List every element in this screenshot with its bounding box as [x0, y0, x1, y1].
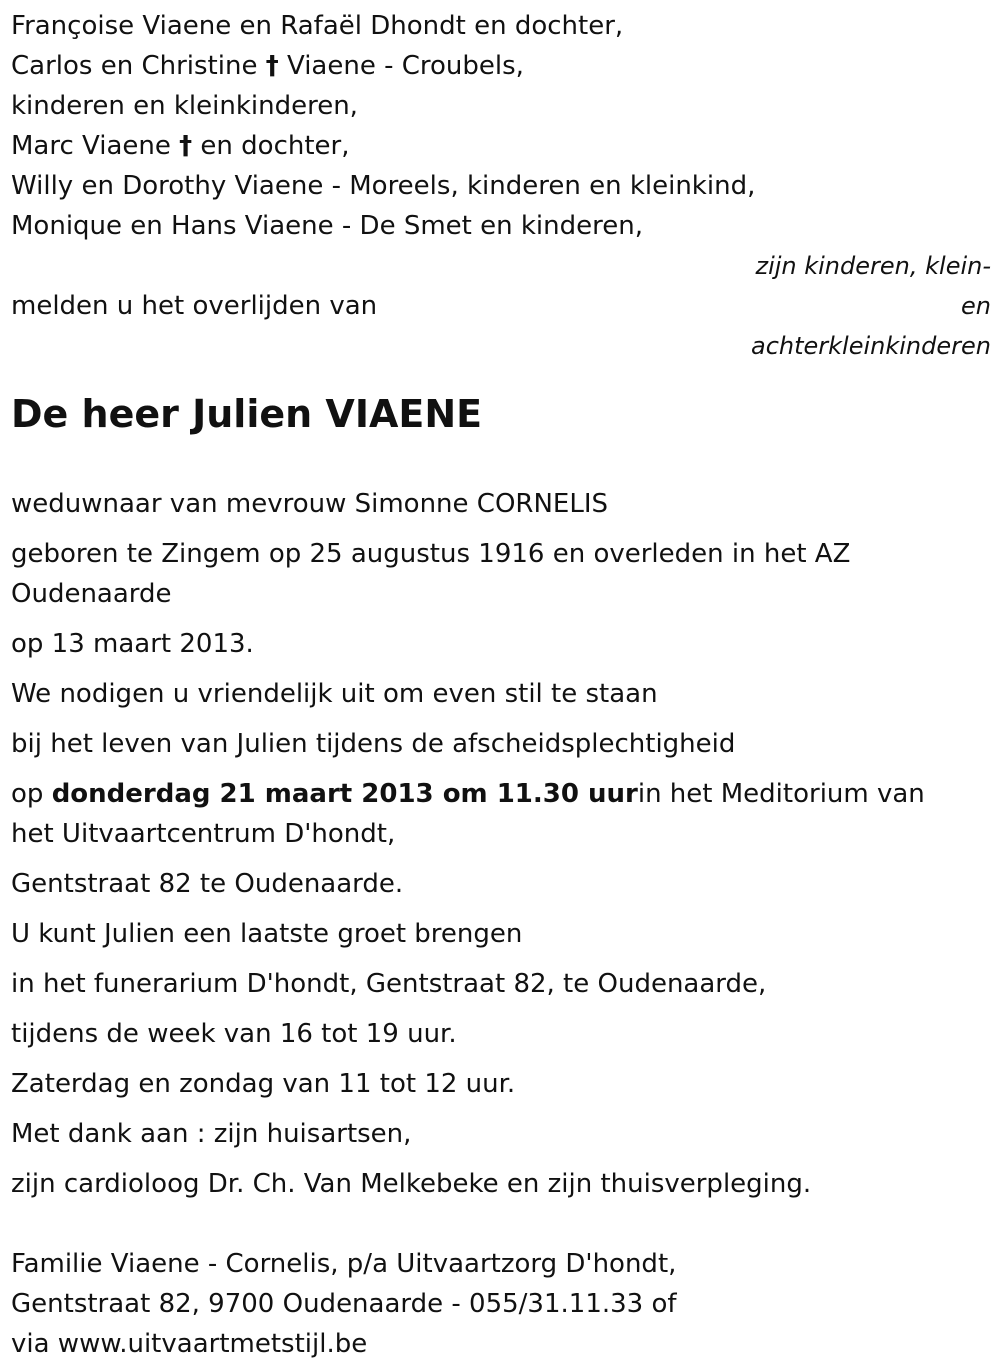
invite-line-2: bij het leven van Julien tijdens de afscheidsplechtigheid — [11, 729, 736, 759]
cross-icon: † — [179, 131, 193, 161]
deceased-name: De heer Julien VIAENE — [11, 392, 483, 436]
ceremony-line: op donderdag 21 maart 2013 om 11.30 uurin het Meditorium van het Uitvaartcentrum D'hondt, — [11, 779, 925, 849]
widower-line: weduwnaar van mevrouw Simonne CORNELIS — [11, 489, 609, 519]
contact-line-3: via www.uitvaartmetstijl.be — [11, 1329, 368, 1359]
thanks-line-1: Met dank aan : zijn huisartsen, — [11, 1119, 412, 1149]
side-note-line-3: achterkleinkinderen — [751, 332, 991, 360]
family-line-4: Marc Viaene † en dochter, — [11, 131, 350, 161]
family-line-6: Monique en Hans Viaene - De Smet en kinderen, — [11, 211, 643, 241]
contact-line-2: Gentstraat 82, 9700 Oudenaarde - 055/31.11.33 of — [11, 1289, 677, 1319]
side-note — [721, 246, 991, 366]
birth-line: geboren te Zingem op 25 augustus 1916 en overleden in het AZ Oudenaarde — [11, 539, 851, 609]
family-line-1: Françoise Viaene en Rafaël Dhondt en dochter, — [11, 11, 624, 41]
announce-row — [11, 246, 991, 366]
death-notice — [11, 6, 991, 1364]
hours-line-2: Zaterdag en zondag van 11 tot 12 uur. — [11, 1069, 516, 1099]
contact-block — [11, 1244, 991, 1364]
ceremony-datetime: donderdag 21 maart 2013 om 11.30 uur — [51, 779, 638, 809]
side-note-line-2: en — [961, 292, 991, 320]
family-line-3: kinderen en kleinkinderen, — [11, 91, 358, 121]
notice-body — [11, 484, 991, 1204]
thanks-line-2: zijn cardioloog Dr. Ch. Van Melkebeke en zijn thuisverpleging. — [11, 1169, 812, 1199]
greet-line-1: U kunt Julien een laatste groet brengen — [11, 919, 523, 949]
announce-text: melden u het overlijden van — [11, 291, 378, 321]
side-note-line-1: zijn kinderen, klein- — [755, 252, 991, 280]
invite-line-1: We nodigen u vriendelijk uit om even stil te staan — [11, 679, 658, 709]
death-date-line: op 13 maart 2013. — [11, 629, 254, 659]
cross-icon: † — [265, 51, 279, 81]
hours-line-1: tijdens de week van 16 tot 19 uur. — [11, 1019, 457, 1049]
address-line: Gentstraat 82 te Oudenaarde. — [11, 869, 404, 899]
family-line-2: Carlos en Christine † Viaene - Croubels, — [11, 51, 524, 81]
family-line-5: Willy en Dorothy Viaene - Moreels, kinderen en kleinkind, — [11, 171, 756, 201]
greet-line-2: in het funerarium D'hondt, Gentstraat 82, te Oudenaarde, — [11, 969, 767, 999]
contact-line-1: Familie Viaene - Cornelis, p/a Uitvaartzorg D'hondt, — [11, 1249, 677, 1279]
family-list — [11, 6, 991, 246]
